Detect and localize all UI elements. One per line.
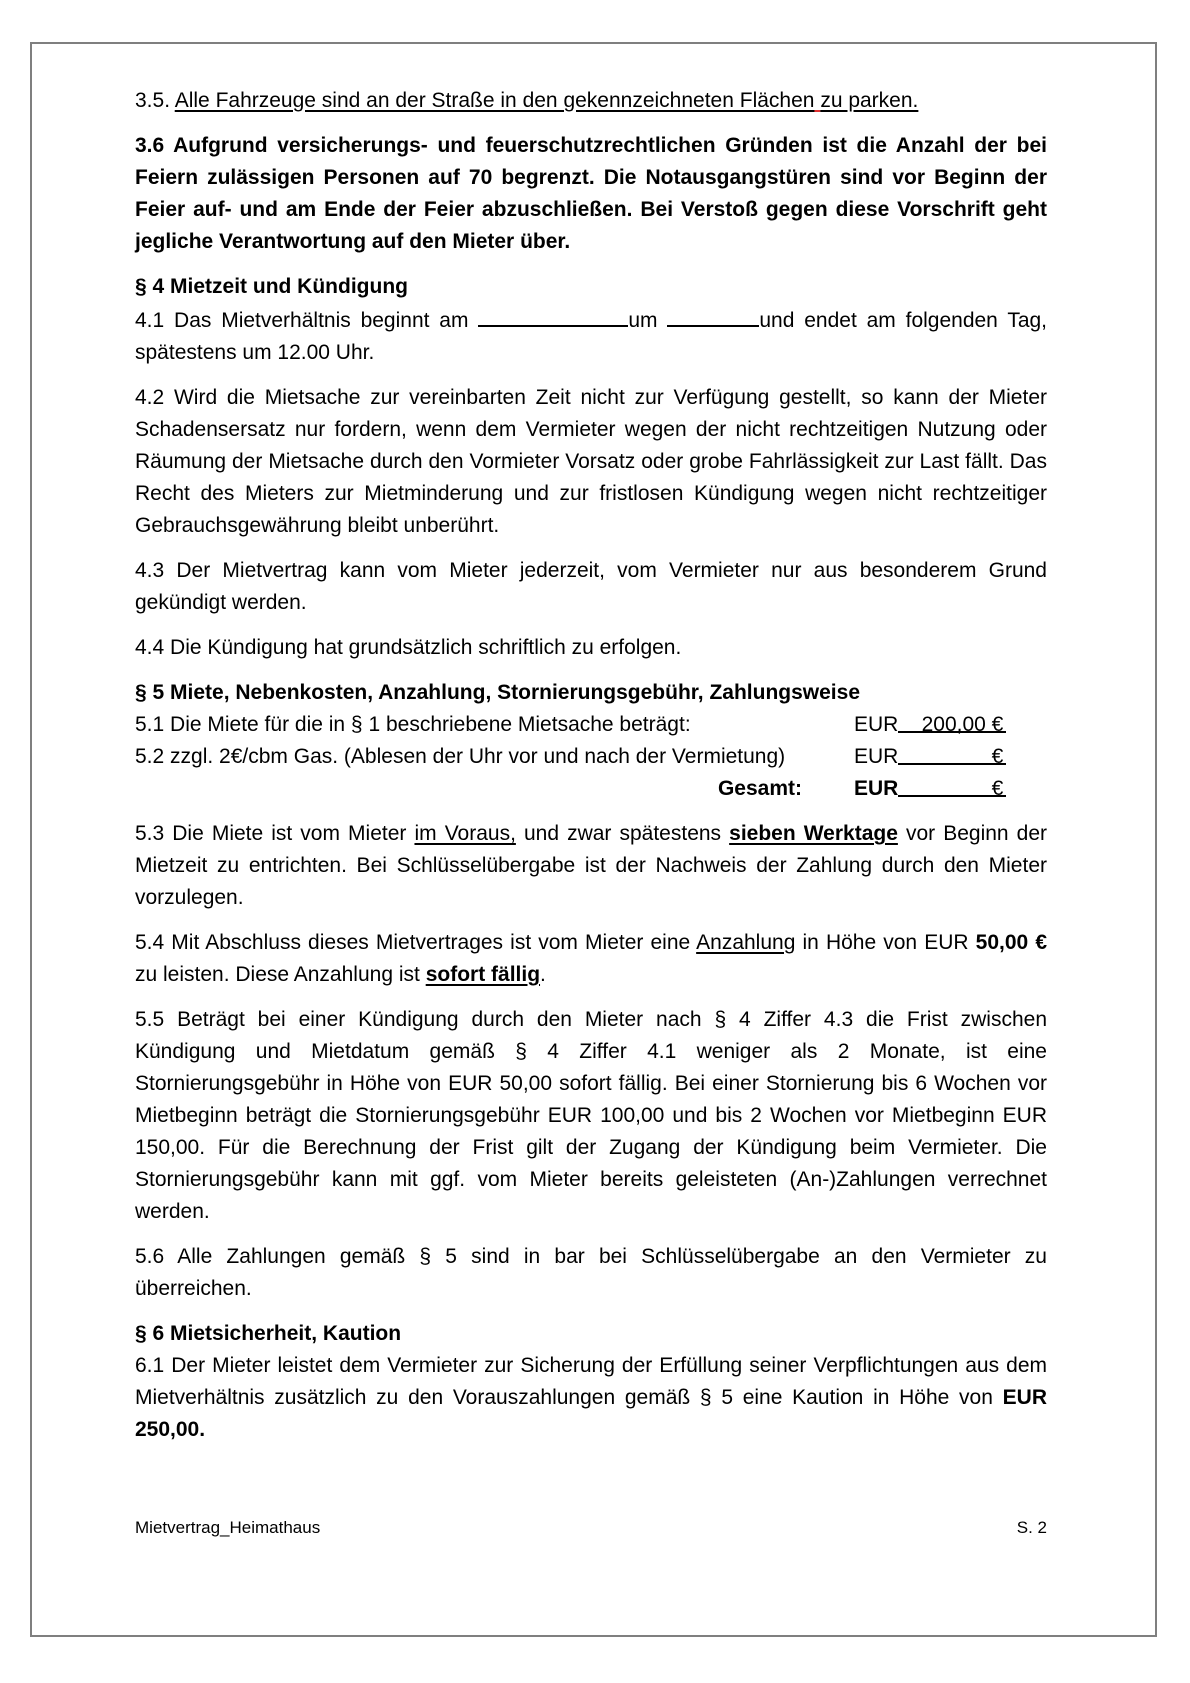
clause-3-5-text-underlined-end: zu parken. [820,89,919,112]
clause-5-3-text-a: 5.3 Die Miete ist vom Mieter [135,822,407,845]
clause-6-1-bold-amount: EUR 250,00. [135,1386,1047,1441]
clause-6-1 [135,1350,1047,1446]
rent-row-5-1-label: 5.1 Die Miete für die in § 1 beschriebene Mietsache beträgt: [135,713,691,736]
clause-5-4-text-b: in Höhe von EUR [802,931,969,954]
clause-5-4-text-a: 5.4 Mit Abschluss dieses Mietvertrages ist vom Mieter eine [135,931,691,954]
currency-code: EUR [854,713,899,736]
amount-value: € [991,745,1004,768]
clause-5-3 [135,818,1047,914]
page-footer [135,1518,1047,1538]
clause-5-4-text-d: . [540,963,546,986]
clause-4-1-text-b: um [628,309,658,332]
amount-blank-field [898,773,1006,800]
clause-5-4 [135,927,1047,991]
date-blank-field [478,303,628,327]
document-content [135,85,1047,1459]
rent-row-total [135,773,1047,805]
rent-row-5-2-label: 5.2 zzgl. 2€/cbm Gas. (Ablesen der Uhr vor und nach der Vermietung) [135,745,786,768]
clause-4-1-text-c: und endet am folgenden Tag, spätestens um 12.00 Uhr. [135,309,1048,364]
clause-3-6: 3.6 Aufgrund versicherungs- und feuerschutzrechtlichen Gründen ist die Anzahl der bei Feiern zulässigen Personen auf 70 begrenzt. Die Notausgangstüren sind vor Beginn der Feier auf- und am Ende der Feier abzuschließen. Bei Verstoß gegen diese Vorschrift geht jegliche Verantwortung auf den Mieter über. [135,134,1047,253]
clause-4-2: 4.2 Wird die Mietsache zur vereinbarten Zeit nicht zur Verfügung gestellt, so kann der Mieter Schadensersatz nur fordern, wenn dem Vermieter wegen der nicht rechtzeitigen Nutzung oder Räumung der Mietsache durch den Vormieter Vorsatz oder grobe Fahrlässigkeit zur Last fällt. Das Recht des Mieters zur Mietminderung und zur fristlosen Kündigung wegen nicht rechtzeitiger Gebrauchsgewährung bleibt unberührt. [135,386,1047,537]
clause-6-1-text: 6.1 Der Mieter leistet dem Vermieter zur Sicherung der Erfüllung seiner Verpflichtungen aus dem Mietverhältnis zusätzlich zu den Vorauszahlungen gemäß § 5 eine Kaution in Höhe von [135,1354,1047,1409]
clause-5-3-text-c: vor Beginn der Mietzeit zu entrichten. Bei Schlüsselübergabe ist der Nachweis der Zahlung durch den Mieter vorzulegen. [135,822,1048,909]
section-4-heading: § 4 Mietzeit und Kündigung [135,275,408,298]
rent-row-5-2-amount [854,741,1006,773]
clause-4-3: 4.3 Der Mietvertrag kann vom Mieter jederzeit, vom Vermieter nur aus besonderem Grund gekündigt werden. [135,559,1047,614]
amount-blank-field [898,741,1006,768]
clause-5-6: 5.6 Alle Zahlungen gemäß § 5 sind in bar bei Schlüsselübergabe an den Vermieter zu überreichen. [135,1245,1047,1300]
total-label: Gesamt: [717,777,802,800]
clause-5-4-underlined-1: Anzahlung [696,931,796,954]
rent-row-5-1 [135,709,1047,741]
clause-3-5 [135,85,1047,117]
time-blank-field [667,303,759,327]
footer-document-title: Mietvertrag_Heimathaus [135,1518,321,1537]
clause-4-1 [135,303,1047,369]
clause-3-5-text-underlined: Alle Fahrzeuge sind an der Straße in den gekennzeichneten Flächen [174,89,815,112]
amount-value: € [991,777,1004,800]
clause-5-5: 5.5 Beträgt bei einer Kündigung durch den Mieter nach § 4 Ziffer 4.3 die Frist zwischen Kündigung und Mietdatum gemäß § 4 Ziffer 4.1 weniger als 2 Monate, ist eine Stornierungsgebühr in Höhe von EUR 50,00 sofort fällig. Bei einer Stornierung bis 6 Wochen vor Mietbeginn beträgt die Stornierungsgebühr EUR 100,00 und bis 2 Wochen vor Mietbeginn EUR 150,00. Für die Berechnung der Frist gilt der Zugang der Kündigung beim Vermieter. Die Stornierungsgebühr kann mit ggf. vom Mieter bereits geleisteten (An-)Zahlungen verrechnet werden. [135,1008,1047,1223]
currency-code: EUR [854,777,899,800]
amount-value: 200,00 € [921,713,1004,736]
clause-5-3-text-b: und zwar spätestens [523,822,722,845]
currency-code: EUR [854,745,899,768]
section-6-heading: § 6 Mietsicherheit, Kaution [135,1322,402,1345]
document-page [30,42,1157,1637]
clause-5-4-text-c: zu leisten. Diese Anzahlung ist [135,963,420,986]
clause-5-4-bold-underlined: sofort fällig [425,963,541,986]
rent-row-5-1-amount [854,709,1006,741]
rent-row-total-amount [854,773,1006,805]
rent-amount-table [135,709,1047,805]
section-5-heading: § 5 Miete, Nebenkosten, Anzahlung, Stornierungsgebühr, Zahlungsweise [135,681,861,704]
clause-4-1-text-a: 4.1 Das Mietverhältnis beginnt am [135,309,469,332]
clause-4-4: 4.4 Die Kündigung hat grundsätzlich schriftlich zu erfolgen. [135,636,682,659]
clause-3-5-number: 3.5. [135,89,171,112]
amount-blank-field [898,709,1006,736]
clause-5-4-bold-amount: 50,00 € [975,931,1048,954]
rent-row-5-2 [135,741,1047,773]
clause-5-3-underlined-1: im Voraus, [414,822,516,845]
clause-5-3-bold-underlined: sieben Werktage [729,822,898,845]
footer-page-number: S. 2 [1016,1518,1047,1537]
